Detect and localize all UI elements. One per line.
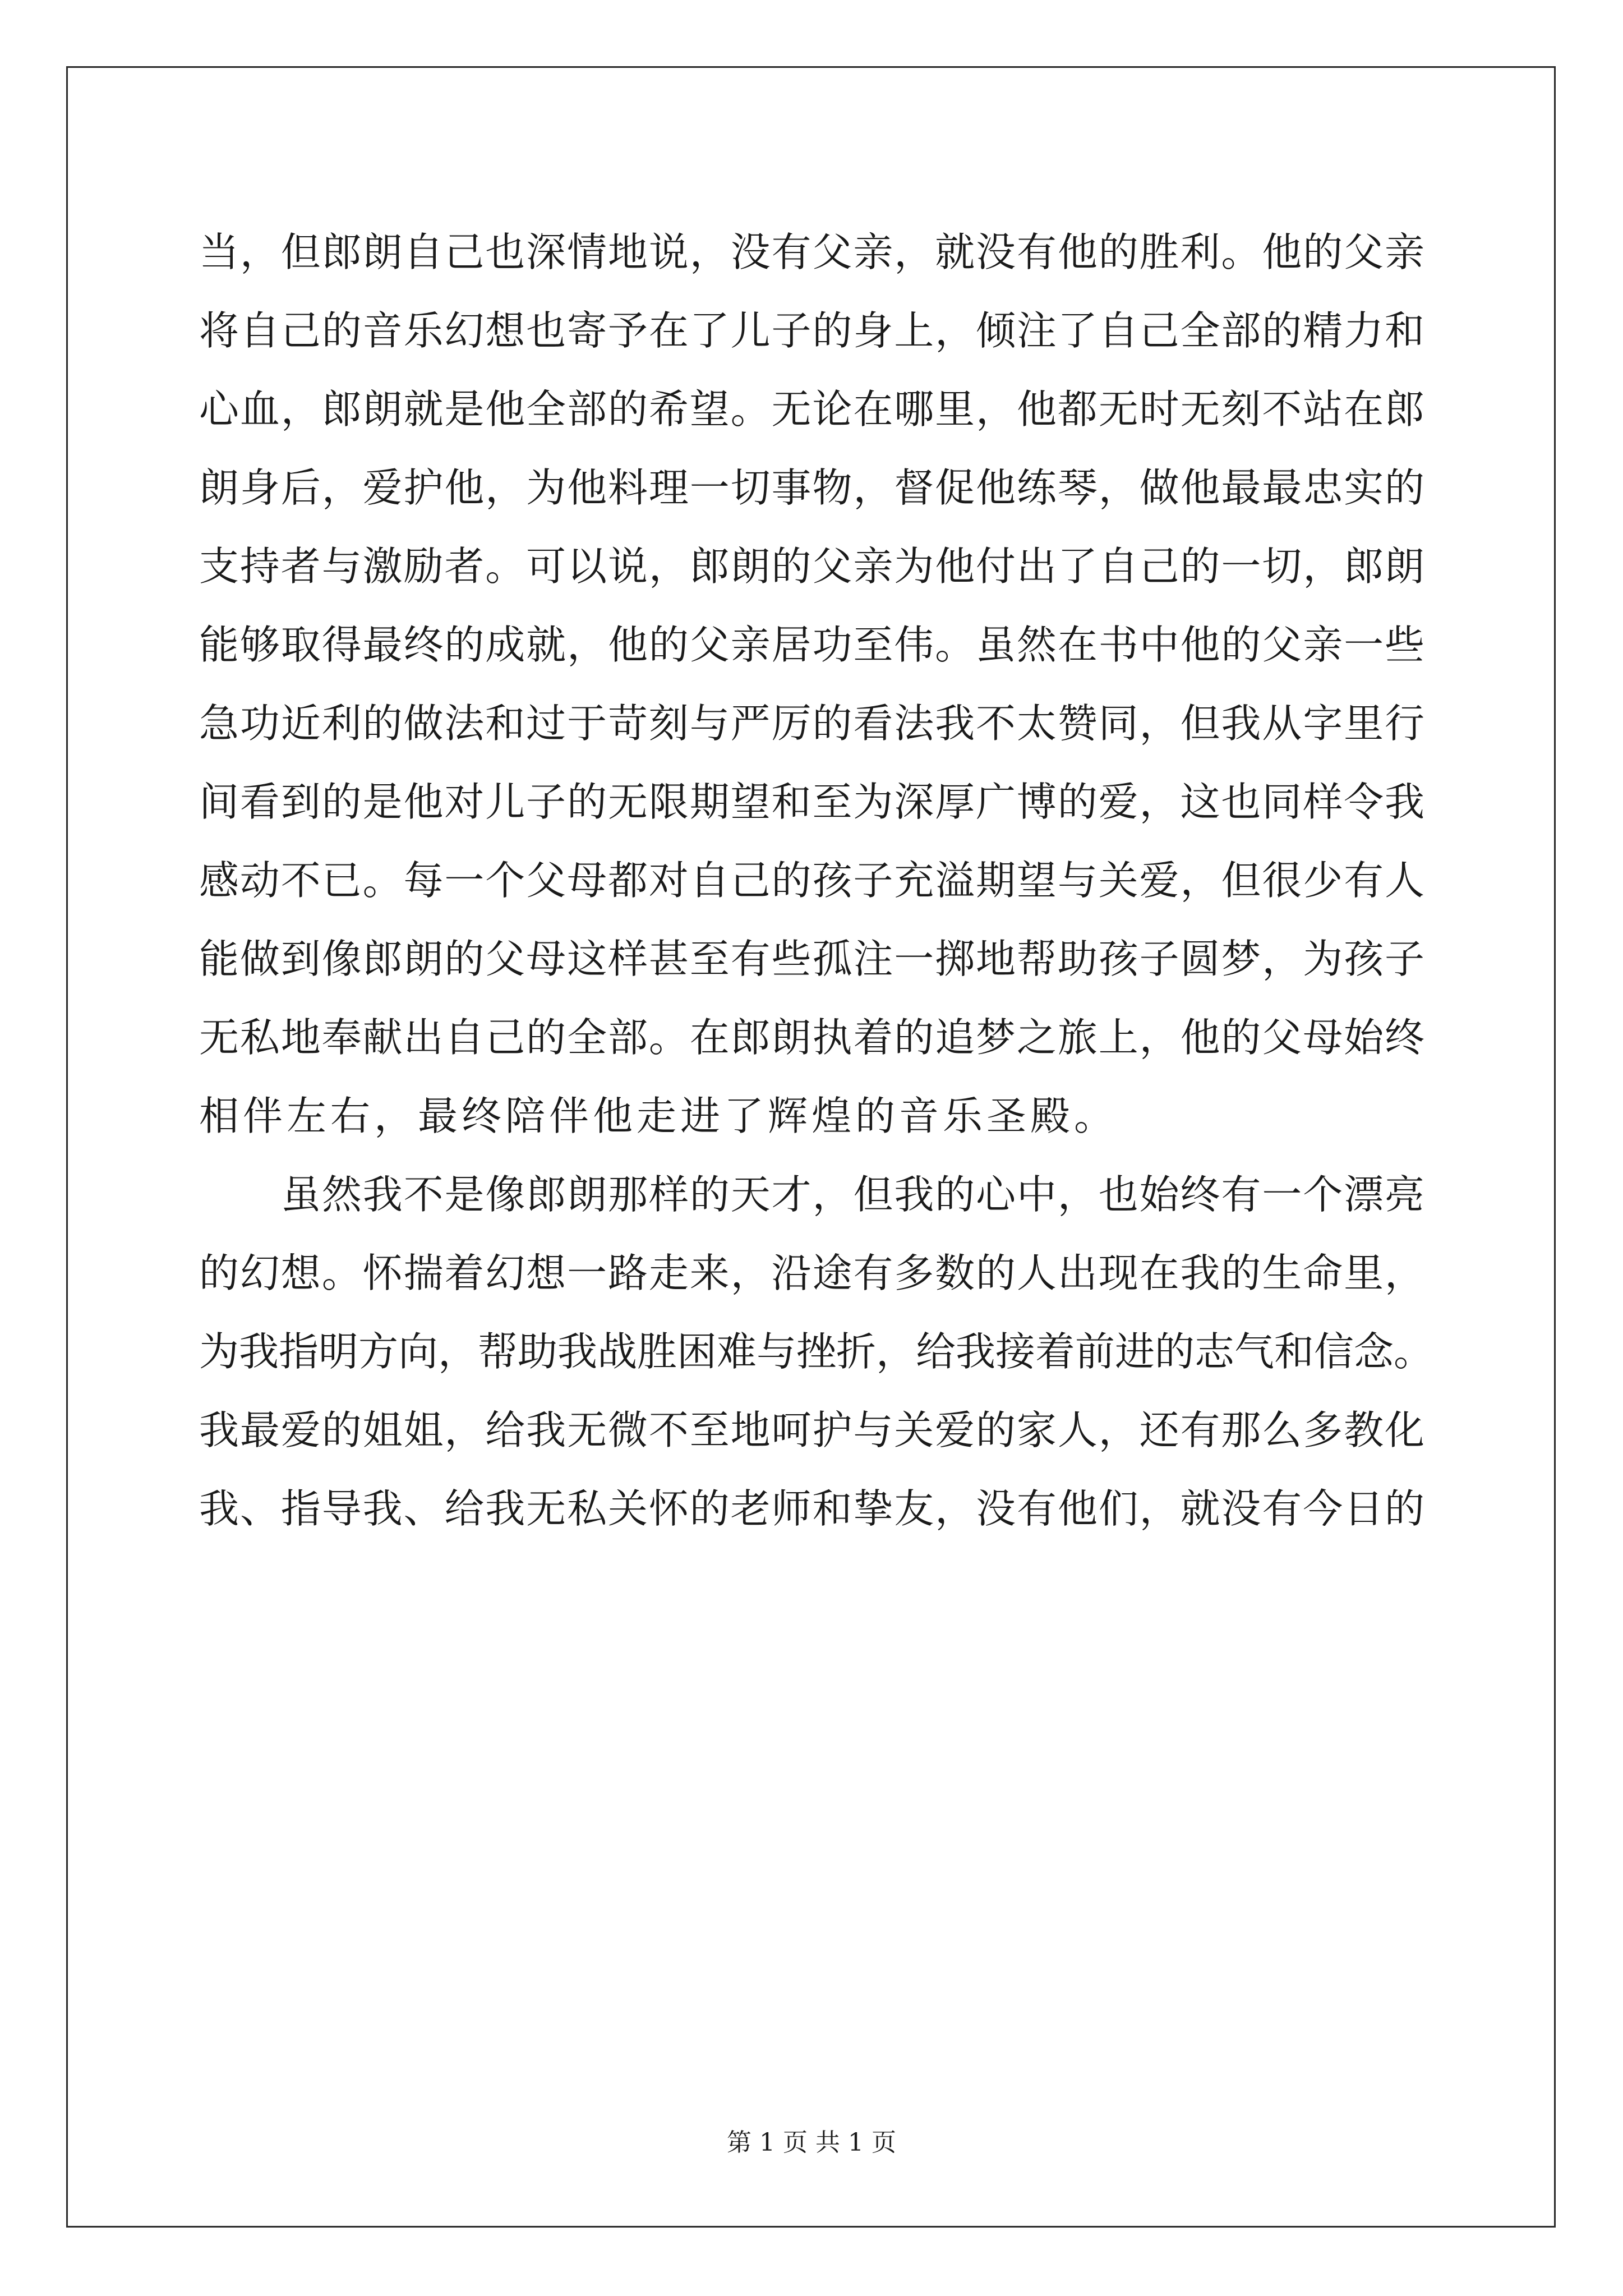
text-line: 心血，郎朗就是他全部的希望。无论在哪里，他都无时无刻不站在郎 (199, 386, 1424, 432)
text-line: 间看到的是他对儿子的无限期望和至为深厚广博的爱，这也同样令我 (199, 779, 1424, 825)
text-line: 感动不已。每一个父母都对自己的孩子充溢期望与关爱，但很少有人 (199, 857, 1424, 904)
text-line: 为我指明方向，帮助我战胜困难与挫折，给我接着前进的志气和信念。 (199, 1328, 1434, 1375)
text-line-indented: 虽然我不是像郎朗那样的天才，但我的心中，也始终有一个漂亮 (281, 1171, 1424, 1218)
page-number-footer: 第 1 页 共 1 页 (727, 2128, 896, 2157)
document-body (199, 213, 1434, 1548)
text-line: 能做到像郎朗的父母这样甚至有些孤注一掷地帮助孩子圆梦，为孩子 (199, 936, 1424, 982)
text-line: 将自己的音乐幻想也寄予在了儿子的身上，倾注了自己全部的精力和 (199, 307, 1424, 354)
text-line: 无私地奉献出自己的全部。在郎朗执着的追梦之旅上，他的父母始终 (199, 1014, 1424, 1061)
text-line: 朗身后，爱护他，为他料理一切事物，督促他练琴，做他最最忠实的 (199, 464, 1424, 511)
text-line: 急功近利的做法和过于苛刻与严厉的看法我不太赞同，但我从字里行 (199, 700, 1424, 747)
text-line: 能够取得最终的成就，他的父亲居功至伟。虽然在书中他的父亲一些 (199, 622, 1424, 668)
text-line-last: 相伴左右，最终陪伴他走进了辉煌的音乐圣殿。 (199, 1093, 1118, 1139)
text-line: 支持者与激励者。可以说，郎朗的父亲为他付出了自己的一切，郎朗 (199, 543, 1424, 590)
text-line: 我最爱的姐姐，给我无微不至地呵护与关爱的家人，还有那么多教化 (199, 1407, 1424, 1453)
text-line: 我、指导我、给我无私关怀的老师和挚友，没有他们，就没有今日的 (199, 1485, 1424, 1532)
text-line: 当，但郎朗自己也深情地说，没有父亲，就没有他的胜利。他的父亲 (199, 229, 1424, 275)
text-line: 的幻想。怀揣着幻想一路走来，沿途有多数的人出现在我的生命里， (199, 1250, 1424, 1296)
